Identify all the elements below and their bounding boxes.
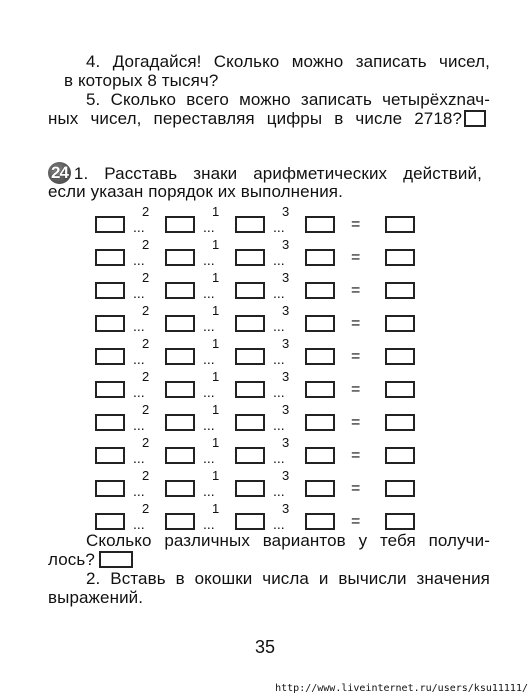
operation-slot[interactable]: ... [133,318,145,334]
number-box[interactable] [305,480,335,497]
number-box[interactable] [95,249,125,266]
number-box[interactable] [165,513,195,530]
number-box[interactable] [235,282,265,299]
task5-line1: 5. Сколько всего можно записать четырёхznач- [86,90,490,109]
result-box[interactable] [385,315,415,332]
number-box[interactable] [305,216,335,233]
operation-order-number: 2 [142,468,150,483]
expression-row [95,337,415,367]
number-box[interactable] [95,381,125,398]
operation-slot[interactable]: ... [203,384,215,400]
equals-sign: = [351,348,361,365]
number-box[interactable] [165,414,195,431]
operation-slot[interactable]: ... [203,219,215,235]
number-box[interactable] [305,381,335,398]
operation-slot[interactable]: ... [273,450,285,466]
operation-order-number: 1 [212,468,220,483]
equals-sign: = [351,282,361,299]
operation-order-number: 1 [212,303,220,318]
operation-slot[interactable]: ... [133,384,145,400]
result-box[interactable] [385,414,415,431]
equals-sign: = [351,216,361,233]
number-box[interactable] [235,447,265,464]
number-box[interactable] [165,381,195,398]
operation-slot[interactable]: ... [203,450,215,466]
operation-order-number: 2 [142,369,150,384]
result-box[interactable] [385,447,415,464]
operation-order-number: 2 [142,435,150,450]
number-box[interactable] [95,480,125,497]
number-box[interactable] [305,348,335,365]
operation-slot[interactable]: ... [273,252,285,268]
number-box[interactable] [305,513,335,530]
operation-slot[interactable]: ... [273,318,285,334]
operation-slot[interactable]: ... [203,516,215,532]
page-number: 35 [254,637,276,657]
number-box[interactable] [305,447,335,464]
result-box[interactable] [385,216,415,233]
task4-line2: в которых 8 тысяч? [64,71,219,90]
number-box[interactable] [235,414,265,431]
task5-line2 [48,109,492,129]
number-box[interactable] [165,249,195,266]
question-line2 [48,550,133,570]
number-box[interactable] [95,348,125,365]
operation-order-number: 3 [282,237,290,252]
operation-order-number: 3 [282,468,290,483]
number-box[interactable] [165,315,195,332]
equals-sign: = [351,381,361,398]
expression-row [95,205,415,235]
expression-row [95,469,415,499]
expression-row [95,403,415,433]
operation-order-number: 3 [282,369,290,384]
operation-slot[interactable]: ... [203,318,215,334]
result-box[interactable] [385,381,415,398]
operation-order-number: 1 [212,501,220,516]
number-box[interactable] [95,282,125,299]
number-box[interactable] [305,315,335,332]
operation-slot[interactable]: ... [273,285,285,301]
equals-sign: = [351,513,361,530]
number-box[interactable] [165,282,195,299]
number-box[interactable] [235,249,265,266]
expression-row [95,370,415,400]
equals-sign: = [351,249,361,266]
number-box[interactable] [305,282,335,299]
operation-slot[interactable]: ... [133,219,145,235]
operation-order-number: 3 [282,435,290,450]
number-box[interactable] [235,216,265,233]
operation-order-number: 1 [212,204,220,219]
operation-order-number: 3 [282,501,290,516]
operation-slot[interactable]: ... [273,351,285,367]
exercise-line2: если указан порядок их выполнения. [48,182,343,201]
expression-row [95,271,415,301]
task4-line1: 4. Догадайся! Сколько можно записать чисел, [86,52,490,71]
operation-slot[interactable]: ... [273,516,285,532]
operation-slot[interactable]: ... [273,219,285,235]
number-box[interactable] [95,315,125,332]
question-line2-text: лось? [48,550,95,569]
operation-order-number: 1 [212,402,220,417]
operation-order-number: 1 [212,369,220,384]
result-box[interactable] [385,480,415,497]
number-box[interactable] [235,315,265,332]
expression-row [95,436,415,466]
number-box[interactable] [235,348,265,365]
task2-line2: выражений. [48,588,144,607]
operation-order-number: 3 [282,204,290,219]
operation-slot[interactable]: ... [133,417,145,433]
number-box[interactable] [95,513,125,530]
number-box[interactable] [305,249,335,266]
number-box[interactable] [235,381,265,398]
equals-sign: = [351,315,361,332]
operation-order-number: 2 [142,204,150,219]
equals-sign: = [351,447,361,464]
operation-order-number: 2 [142,270,150,285]
operation-order-number: 1 [212,270,220,285]
operation-order-number: 3 [282,402,290,417]
operation-order-number: 1 [212,336,220,351]
result-box[interactable] [385,348,415,365]
result-box[interactable] [385,513,415,530]
expression-row [95,304,415,334]
task5-answer-box[interactable] [464,110,486,127]
number-box[interactable] [95,447,125,464]
number-box[interactable] [95,216,125,233]
result-box[interactable] [385,249,415,266]
operation-slot[interactable]: ... [133,252,145,268]
operation-slot[interactable]: ... [133,483,145,499]
operation-slot[interactable]: ... [203,252,215,268]
number-box[interactable] [305,414,335,431]
operation-slot[interactable]: ... [273,417,285,433]
task5-line2-text: ных чисел, переставляя цифры в числе 2718? [48,109,462,128]
exercise-line1-text: 1. Расставь знаки арифметических действий, [73,164,482,183]
source-url: http://www.liveinternet.ru/users/ksu11111/ [275,683,528,694]
task2-line1: 2. Вставь в окошки числа и вычисли значения [86,569,490,588]
number-box[interactable] [235,480,265,497]
operation-slot[interactable]: ... [273,483,285,499]
operation-slot[interactable]: ... [133,516,145,532]
expression-row [95,238,415,268]
equals-sign: = [351,414,361,431]
number-box[interactable] [165,480,195,497]
number-box[interactable] [95,414,125,431]
number-box[interactable] [235,513,265,530]
number-box[interactable] [165,447,195,464]
question-answer-box[interactable] [99,551,133,568]
operation-order-number: 2 [142,303,150,318]
number-box[interactable] [165,348,195,365]
operation-slot[interactable]: ... [203,285,215,301]
operation-slot[interactable]: ... [133,351,145,367]
question-line1: Сколько различных вариантов у тебя получи- [86,531,490,550]
equals-sign: = [351,480,361,497]
operation-slot[interactable]: ... [133,285,145,301]
number-box[interactable] [165,216,195,233]
operation-order-number: 2 [142,501,150,516]
operation-order-number: 3 [282,336,290,351]
operation-order-number: 2 [142,402,150,417]
operation-order-number: 3 [282,270,290,285]
result-box[interactable] [385,282,415,299]
operation-slot[interactable]: ... [203,483,215,499]
operation-slot[interactable]: ... [203,351,215,367]
expression-row [95,502,415,532]
operation-slot[interactable]: ... [133,450,145,466]
operation-slot[interactable]: ... [273,384,285,400]
operation-slot[interactable]: ... [203,417,215,433]
exercise-number-badge: 24 [48,162,71,184]
operation-order-number: 2 [142,336,150,351]
operation-order-number: 1 [212,237,220,252]
operation-order-number: 3 [282,303,290,318]
operation-order-number: 2 [142,237,150,252]
operation-order-number: 1 [212,435,220,450]
